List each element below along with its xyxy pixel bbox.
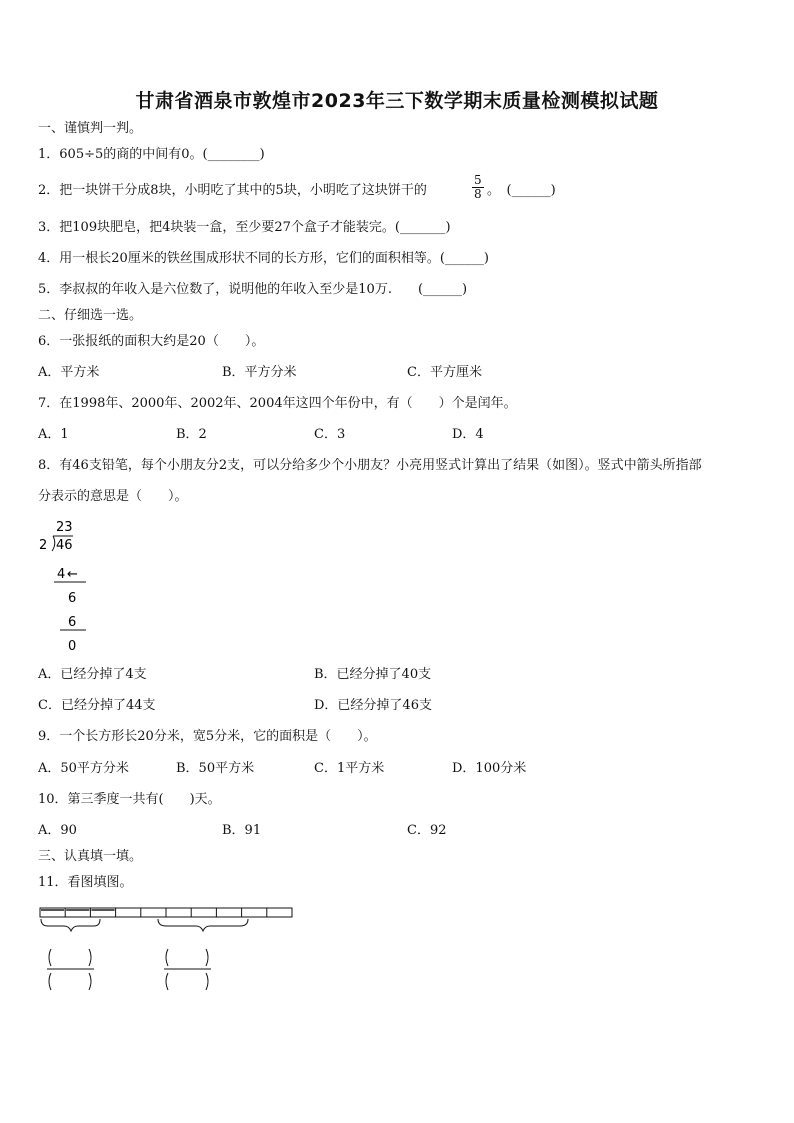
question-10: 10．第三季度一共有( )天。 [38,792,221,807]
question-3: 3．把109块肥皂，把4块装一盒，至少要27个盒子才能装完。(_______) [38,220,451,235]
shaded-segment [41,909,64,911]
question-9-option-c: C．1平方米 [314,761,385,776]
division-dividend: 46 [56,538,73,553]
answer-fraction-right[interactable] [164,949,211,990]
question-2-tail: 。 (______) [487,183,556,198]
question-5: 5．李叔叔的年收入是六位数了，说明他的年收入至少是10万. (______) [38,282,468,297]
question-9-option-d: D．100分米 [452,761,527,776]
division-bracket [52,536,55,551]
right-brace [158,919,248,931]
division-divisor: 2 [39,538,48,553]
left-brace [41,919,100,931]
question-10-option-b: B．91 [222,823,262,838]
question-2-text: 2．把一块饼干分成8块，小明吃了其中的5块，小明吃了这块饼干的 [38,183,427,198]
fraction-numerator: 5 [474,173,482,187]
question-10-option-a: A．90 [38,823,77,838]
answer-fraction-left[interactable] [47,949,94,990]
question-8-option-b: B．已经分掉了40支 [314,667,432,682]
question-8-line-1: 8．有46支铅笔，每个小朋友分2支，可以分给多少个小朋友？小亮用竖式计算出了结果（如图）。竖式中箭头所指部 [38,458,702,473]
question-9: 9．一个长方形长20分米，宽5分米，它的面积是（ ）。 [38,729,377,744]
question-10-option-c: C．92 [407,823,447,838]
question-8-option-d: D．已经分掉了46支 [314,698,432,713]
question-7-option-c: C．3 [314,427,346,442]
question-8-option-a: A．已经分掉了4支 [38,667,147,682]
long-division-figure [36,514,106,658]
division-step-3: 6 [68,615,77,630]
shaded-segment [91,909,114,911]
question-6-option-b: B．平方分米 [222,365,297,380]
question-4: 4．用一根长20厘米的铁丝围成形状不同的长方形，它们的面积相等。(______) [38,251,489,266]
section-heading-fill: 三、认真填一填。 [38,849,143,864]
question-7-option-b: B．2 [176,427,207,442]
question-6: 6．一张报纸的面积大约是20（ ）。 [38,334,265,349]
fraction-denominator: 8 [474,187,482,201]
division-quotient: 23 [56,520,73,535]
question-11: 11．看图填图。 [38,875,133,890]
division-step-1: 4 [57,567,66,582]
question-9-option-a: A．50平方分米 [38,761,129,776]
question-1: 1．605÷5的商的中间有0。(________) [38,147,265,162]
section-heading-judge: 一、谨慎判一判。 [38,121,143,136]
question-8-line-2: 分表示的意思是（ ）。 [38,489,188,504]
division-step-2: 6 [68,591,77,606]
question-6-option-a: A．平方米 [38,365,100,380]
page-title: 甘肃省酒泉市敦煌市2023年三下数学期末质量检测模拟试题 [135,90,659,112]
fraction-bar-figure [36,902,298,996]
division-arrow: ← [67,567,78,582]
question-9-option-b: B．50平方米 [176,761,255,776]
question-7: 7．在1998年、2000年、2002年、2004年这四个年份中，有（ ）个是闰年。 [38,396,517,411]
question-2-fraction [472,174,484,201]
section-heading-choose: 二、仔细选一选。 [38,308,143,323]
question-7-option-d: D．4 [452,427,484,442]
division-remainder: 0 [68,639,77,654]
shaded-segment [66,909,89,911]
question-7-option-a: A．1 [38,427,69,442]
question-8-option-c: C．已经分掉了44支 [38,698,156,713]
question-6-option-c: C．平方厘米 [407,365,482,380]
